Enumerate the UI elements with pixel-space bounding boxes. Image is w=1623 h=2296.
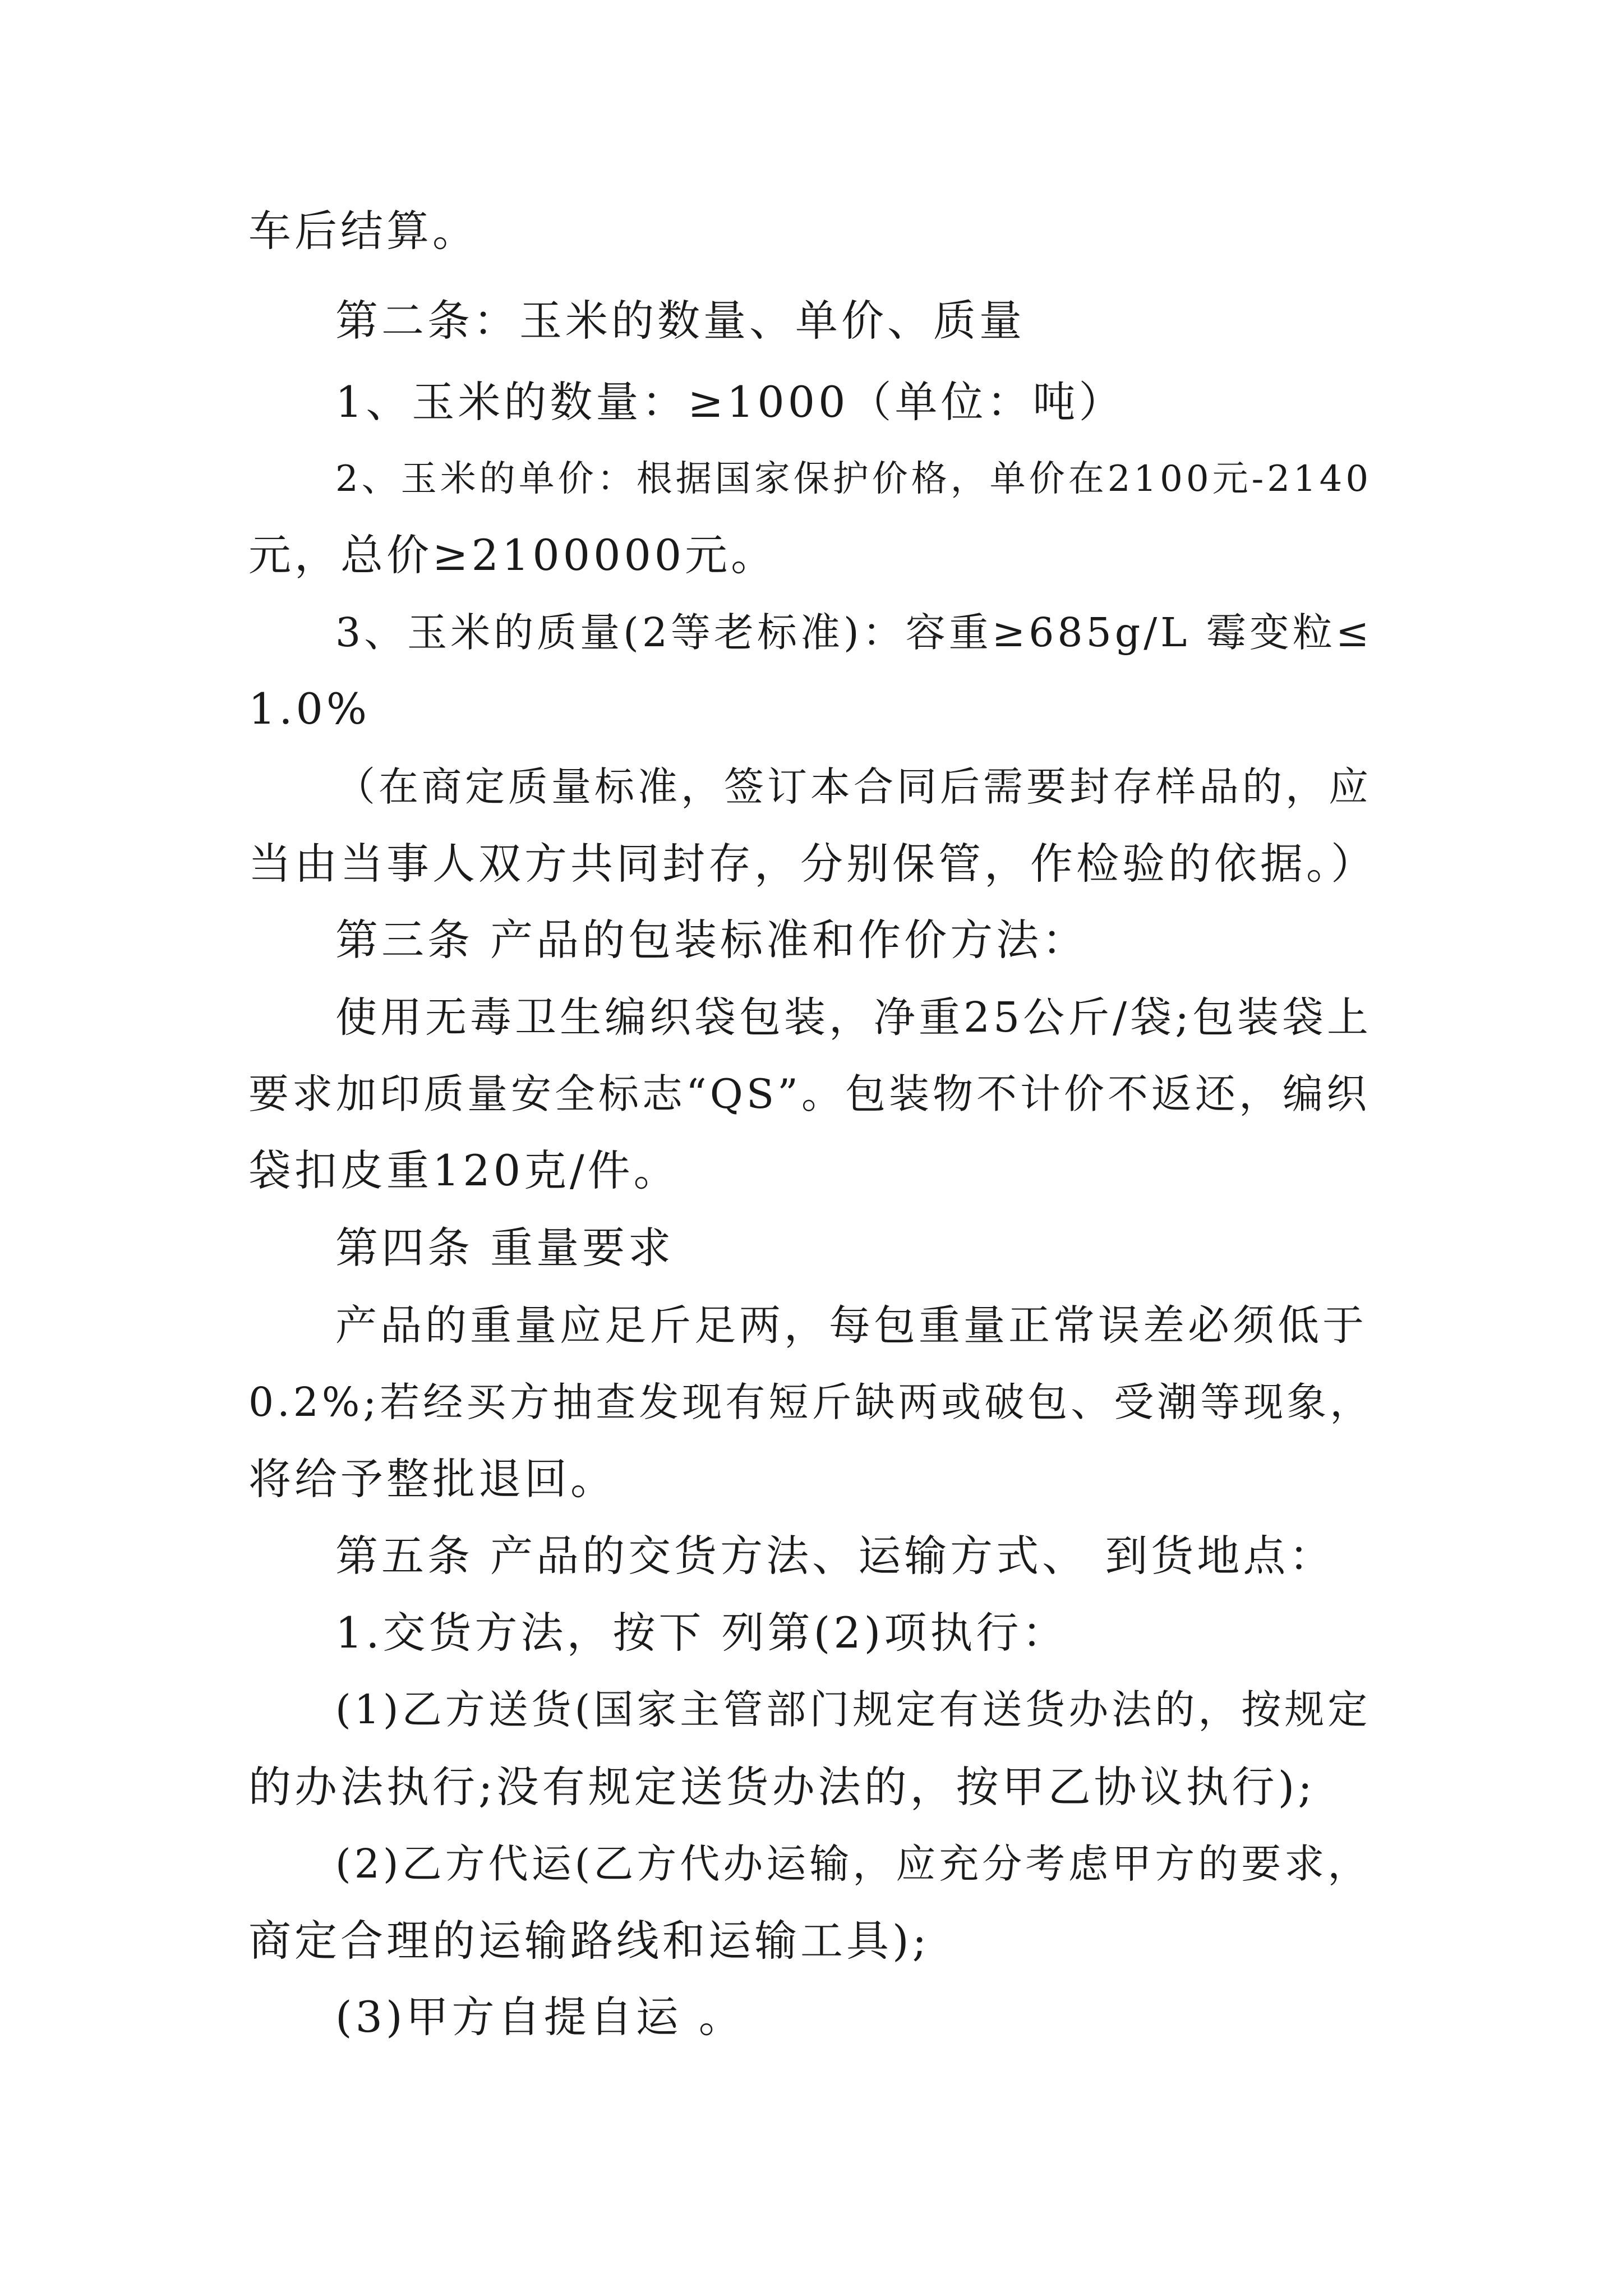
text-line: 1、玉米的数量：≥1000（单位：吨） [335, 377, 1125, 427]
text-line: 3、玉米的质量(2等老标准)：容重≥685g/L 霉变粒≤ [335, 609, 1373, 656]
text-line: 0.2%;若经买方抽查发现有短斤缺两或破包、受潮等现象， [248, 1379, 1373, 1425]
text-line: (2)乙方代运(乙方代办运输，应充分考虑甲方的要求， [335, 1841, 1371, 1887]
text-line: (3)甲方自提自运 。 [335, 1992, 745, 2042]
text-line: 使用无毒卫生编织袋包装，净重25公斤/袋;包装袋上 [335, 993, 1372, 1042]
text-line: 2、玉米的单价：根据国家保护价格，单价在2100元-2140 [335, 458, 1372, 500]
text-line: 将给予整批退回。 [248, 1454, 616, 1504]
text-line: 1.0% [248, 684, 371, 734]
article-heading: 第三条 产品的包装标准和作价方法： [335, 915, 1089, 965]
text-line: 产品的重量应足斤足两，每包重量正常误差必须低于 [335, 1301, 1367, 1350]
text-line: 1.交货方法，按下 列第(2)项执行： [335, 1608, 1068, 1658]
text-line: 商定合理的运输路线和运输工具); [248, 1916, 930, 1966]
text-line: 车后结算。 [248, 206, 478, 256]
article-heading: 第二条：玉米的数量、单价、质量 [335, 296, 1025, 346]
text-line: 袋扣皮重120克/件。 [248, 1145, 680, 1195]
article-heading: 第五条 产品的交货方法、运输方式、 到货地点： [335, 1531, 1335, 1581]
text-line: 的办法执行;没有规定送货办法的，按甲乙协议执行); [248, 1762, 1316, 1812]
text-line: 当由当事人双方共同封存，分别保管，作检验的依据。） [248, 839, 1377, 889]
text-line: （在商定质量标准，签订本合同后需要封存样品的，应 [335, 763, 1372, 810]
text-line: (1)乙方送货(国家主管部门规定有送货办法的，按规定 [335, 1686, 1371, 1733]
article-heading: 第四条 重量要求 [335, 1223, 675, 1273]
text-line: 元，总价≥2100000元。 [248, 530, 777, 580]
text-line: 要求加印质量安全标志“QS”。包装物不计价不返还，编织 [248, 1070, 1370, 1117]
